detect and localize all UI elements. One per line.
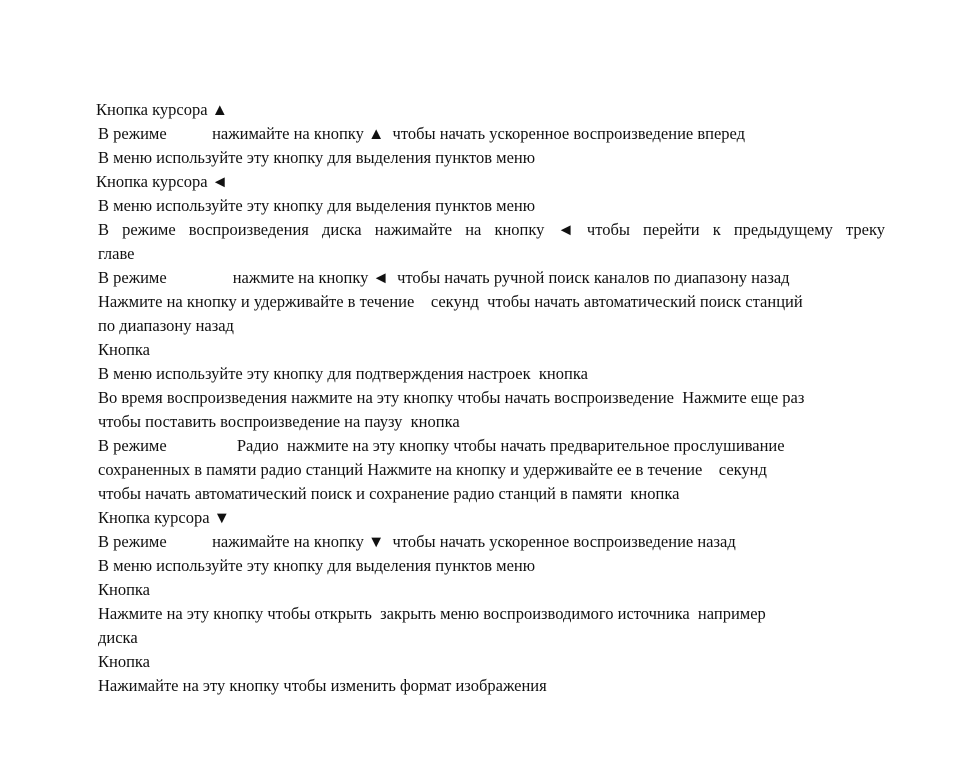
heading-button: Кнопка [98,652,151,671]
text-line: Нажмите на эту кнопку чтобы открыть закрыть меню воспроизводимого источника например [98,604,766,623]
text-line: чтобы поставить воспроизведение на паузу кнопка [98,412,460,431]
text-line: В режиме Радио нажмите на эту кнопку чтобы начать предварительное прослушивание [98,436,785,455]
heading-cursor-down: Кнопка курсора ▼ [98,508,231,527]
text-line: чтобы начать автоматический поиск и сохранение радио станций в памяти кнопка [98,484,680,503]
text-line: главе [98,244,135,263]
text-line: Нажимайте на эту кнопку чтобы изменить формат изображения [98,676,547,695]
text-line: В меню используйте эту кнопку для подтверждения настроек кнопка [98,364,588,383]
text-line: Во время воспроизведения нажмите на эту кнопку чтобы начать воспроизведение Нажмите еще раз [98,388,805,407]
text-line: В режиме нажимайте на кнопку ▲ чтобы начать ускоренное воспроизведение вперед [98,124,746,143]
text-line: В режиме нажмите на кнопку ◄ чтобы начать ручной поиск каналов по диапазону назад [98,268,790,287]
text-line: по диапазону назад [98,316,234,335]
text-line: В режиме нажимайте на кнопку ▼ чтобы начать ускоренное воспроизведение назад [98,532,736,551]
heading-button: Кнопка [98,340,151,359]
text-line: В меню используйте эту кнопку для выделения пунктов меню [98,556,536,575]
heading-cursor-left: Кнопка курсора ◄ [96,172,229,191]
text-line: В меню используйте эту кнопку для выделения пунктов меню [98,196,536,215]
text-line: Нажмите на кнопку и удерживайте в течение секунд чтобы начать автоматический поиск станций [98,292,803,311]
heading-cursor-up: Кнопка курсора ▲ [96,100,229,119]
text-line: В режиме воспроизведения диска нажимайте на кнопку ◄ чтобы перейти к предыдущему треку [98,220,885,239]
heading-button: Кнопка [98,580,151,599]
text-line: В меню используйте эту кнопку для выделения пунктов меню [98,148,536,167]
text-line: сохраненных в памяти радио станций Нажмите на кнопку и удерживайте ее в течение секунд [98,460,767,479]
text-line: диска [98,628,138,647]
